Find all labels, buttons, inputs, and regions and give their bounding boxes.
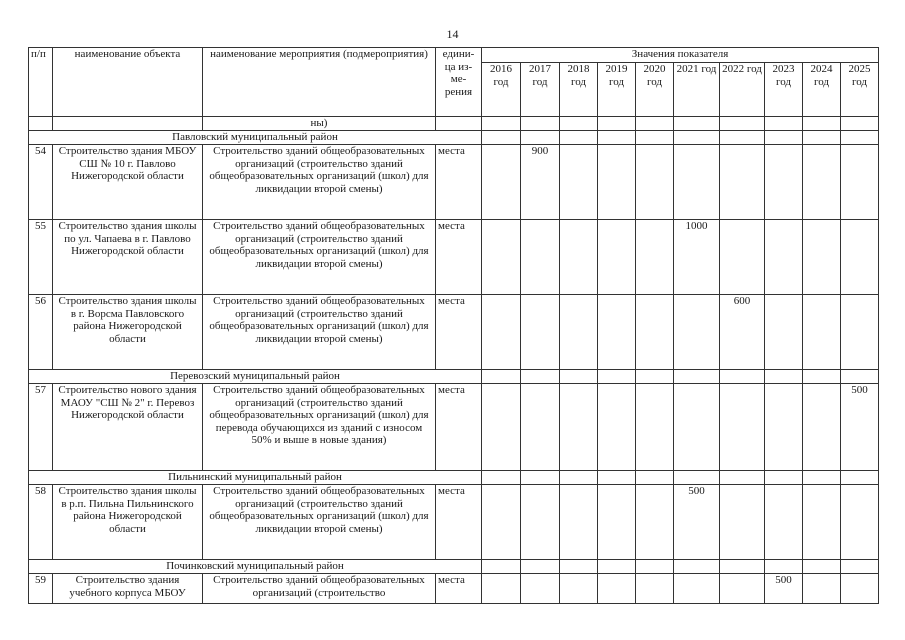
value-cell [674, 384, 720, 471]
value-cell [598, 384, 636, 471]
value-cell [803, 220, 841, 295]
table-row [29, 145, 879, 220]
page-number: 14 [446, 27, 459, 41]
unit: места [436, 220, 482, 295]
group-row [29, 560, 879, 574]
empty-cell [720, 131, 765, 145]
value-cell: 500 [841, 384, 879, 471]
value-cell [636, 384, 674, 471]
value-cell [482, 574, 521, 604]
header-year: 2022 год [720, 63, 765, 117]
unit: места [436, 145, 482, 220]
header-year: 2025 год [841, 63, 879, 117]
table-row [29, 574, 879, 604]
group-row [29, 131, 879, 145]
value-cell [765, 485, 803, 560]
value-cell [521, 295, 560, 370]
unit: места [436, 485, 482, 560]
empty-cell [560, 131, 598, 145]
empty-cell [636, 131, 674, 145]
value-cell [803, 295, 841, 370]
value-cell [482, 295, 521, 370]
header-measure: наименование мероприятия (подмероприятия) [203, 48, 436, 117]
value-cell [765, 295, 803, 370]
header-year: 2018 год [560, 63, 598, 117]
empty-cell [521, 131, 560, 145]
value-cell [803, 145, 841, 220]
empty-cell [841, 370, 879, 384]
group-title: Павловский муниципальный район [29, 131, 482, 145]
table-row [29, 384, 879, 471]
empty-cell [482, 560, 521, 574]
empty-cell [765, 131, 803, 145]
indicator-table [28, 47, 879, 604]
empty-cell [521, 471, 560, 485]
value-cell [720, 384, 765, 471]
empty-cell [803, 131, 841, 145]
value-cell [841, 295, 879, 370]
value-cell [720, 485, 765, 560]
value-cell: 600 [720, 295, 765, 370]
header-num: п/п [29, 48, 53, 117]
value-cell [841, 574, 879, 604]
table-row [29, 485, 879, 560]
value-cell [720, 220, 765, 295]
empty-cell [521, 370, 560, 384]
empty-cell [482, 471, 521, 485]
value-cell [841, 145, 879, 220]
empty-cell [674, 131, 720, 145]
value-cell: 900 [521, 145, 560, 220]
header-year: 2020 год [636, 63, 674, 117]
object-name: Строительство нового здания МАОУ "СШ № 2" г. Перевоз Нижегородской области [53, 384, 203, 471]
empty-cell [598, 131, 636, 145]
empty-cell [841, 471, 879, 485]
value-cell [803, 574, 841, 604]
value-cell [560, 145, 598, 220]
carry-over-row [29, 117, 879, 131]
value-cell [560, 384, 598, 471]
empty-cell [720, 560, 765, 574]
unit: места [436, 574, 482, 604]
row-number: 58 [29, 485, 53, 560]
value-cell [765, 145, 803, 220]
value-cell [803, 485, 841, 560]
empty-cell [636, 560, 674, 574]
value-cell [521, 384, 560, 471]
group-title: Пильнинский муниципальный район [29, 471, 482, 485]
header-unit: едини- ца из- ме- рения [436, 48, 482, 117]
value-cell [521, 574, 560, 604]
empty-cell [636, 471, 674, 485]
value-cell [841, 220, 879, 295]
empty-cell [674, 471, 720, 485]
carry-over-text: ны) [203, 117, 436, 131]
header-year: 2017 год [521, 63, 560, 117]
empty-cell [482, 131, 521, 145]
empty-cell [841, 560, 879, 574]
empty-cell [598, 560, 636, 574]
object-name: Строительство здания МБОУ СШ № 10 г. Павлово Нижегородской области [53, 145, 203, 220]
row-number: 57 [29, 384, 53, 471]
empty-cell [841, 131, 879, 145]
value-cell [720, 574, 765, 604]
unit: места [436, 295, 482, 370]
group-row [29, 471, 879, 485]
measure-name: Строительство зданий общеобразовательных организаций (строительство зданий общеобразовательных организаций (школ) для перевода обучающихся из зданий с износом 50% и выше в новые здания) [203, 384, 436, 471]
empty-cell [803, 471, 841, 485]
object-name: Строительство здания школы в р.п. Пильна Пильнинского района Нижегородской области [53, 485, 203, 560]
object-name: Строительство здания школы в г. Ворсма Павловского района Нижегородской области [53, 295, 203, 370]
value-cell [482, 485, 521, 560]
value-cell [674, 145, 720, 220]
measure-name: Строительство зданий общеобразовательных организаций (строительство зданий общеобразовательных организаций (школ) для ликвидации второй смены) [203, 295, 436, 370]
row-number: 54 [29, 145, 53, 220]
measure-name: Строительство зданий общеобразовательных организаций (строительство зданий общеобразовательных организаций (школ) для ликвидации второй смены) [203, 485, 436, 560]
header-year: 2019 год [598, 63, 636, 117]
value-cell: 500 [765, 574, 803, 604]
header-year: 2023 год [765, 63, 803, 117]
empty-cell [674, 560, 720, 574]
row-number: 56 [29, 295, 53, 370]
value-cell [560, 485, 598, 560]
table-row [29, 295, 879, 370]
empty-cell [598, 370, 636, 384]
empty-cell [765, 370, 803, 384]
group-row [29, 370, 879, 384]
header-row [29, 48, 879, 63]
measure-name: Строительство зданий общеобразовательных организаций (строительство зданий общеобразовательных организаций (школ) для ликвидации второй смены) [203, 145, 436, 220]
value-cell [482, 384, 521, 471]
value-cell [636, 574, 674, 604]
empty-cell [803, 370, 841, 384]
value-cell [482, 145, 521, 220]
value-cell [521, 485, 560, 560]
value-cell: 1000 [674, 220, 720, 295]
group-title: Перевозский муниципальный район [29, 370, 482, 384]
measure-name: Строительство зданий общеобразовательных организаций (строительство зданий общеобразовательных организаций (школ) для ликвидации второй смены) [203, 220, 436, 295]
value-cell [521, 220, 560, 295]
value-cell: 500 [674, 485, 720, 560]
value-cell [560, 220, 598, 295]
row-number: 59 [29, 574, 53, 604]
empty-cell [720, 370, 765, 384]
table-row [29, 220, 879, 295]
measure-name: Строительство зданий общеобразовательных организаций (строительство [203, 574, 436, 604]
empty-cell [598, 471, 636, 485]
empty-cell [521, 560, 560, 574]
value-cell [841, 485, 879, 560]
value-cell [560, 295, 598, 370]
value-cell [598, 574, 636, 604]
value-cell [803, 384, 841, 471]
empty-cell [674, 370, 720, 384]
value-cell [674, 574, 720, 604]
value-cell [598, 295, 636, 370]
row-number: 55 [29, 220, 53, 295]
empty-cell [482, 370, 521, 384]
value-cell [765, 384, 803, 471]
header-year: 2024 год [803, 63, 841, 117]
object-name: Строительство здания учебного корпуса МБОУ [53, 574, 203, 604]
header-values: Значения показателя [482, 48, 879, 63]
value-cell [636, 485, 674, 560]
empty-cell [765, 471, 803, 485]
value-cell [482, 220, 521, 295]
value-cell [636, 145, 674, 220]
unit: места [436, 384, 482, 471]
group-title: Починковский муниципальный район [29, 560, 482, 574]
value-cell [560, 574, 598, 604]
value-cell [636, 220, 674, 295]
empty-cell [720, 471, 765, 485]
object-name: Строительство здания школы по ул. Чапаева в г. Павлово Нижегородской области [53, 220, 203, 295]
value-cell [720, 145, 765, 220]
value-cell [674, 295, 720, 370]
empty-cell [560, 370, 598, 384]
header-object: наименование объекта [53, 48, 203, 117]
empty-cell [560, 560, 598, 574]
empty-cell [803, 560, 841, 574]
value-cell [598, 485, 636, 560]
header-year: 2016 год [482, 63, 521, 117]
value-cell [765, 220, 803, 295]
empty-cell [765, 560, 803, 574]
empty-cell [636, 370, 674, 384]
header-year: 2021 год [674, 63, 720, 117]
value-cell [636, 295, 674, 370]
value-cell [598, 220, 636, 295]
value-cell [598, 145, 636, 220]
empty-cell [560, 471, 598, 485]
